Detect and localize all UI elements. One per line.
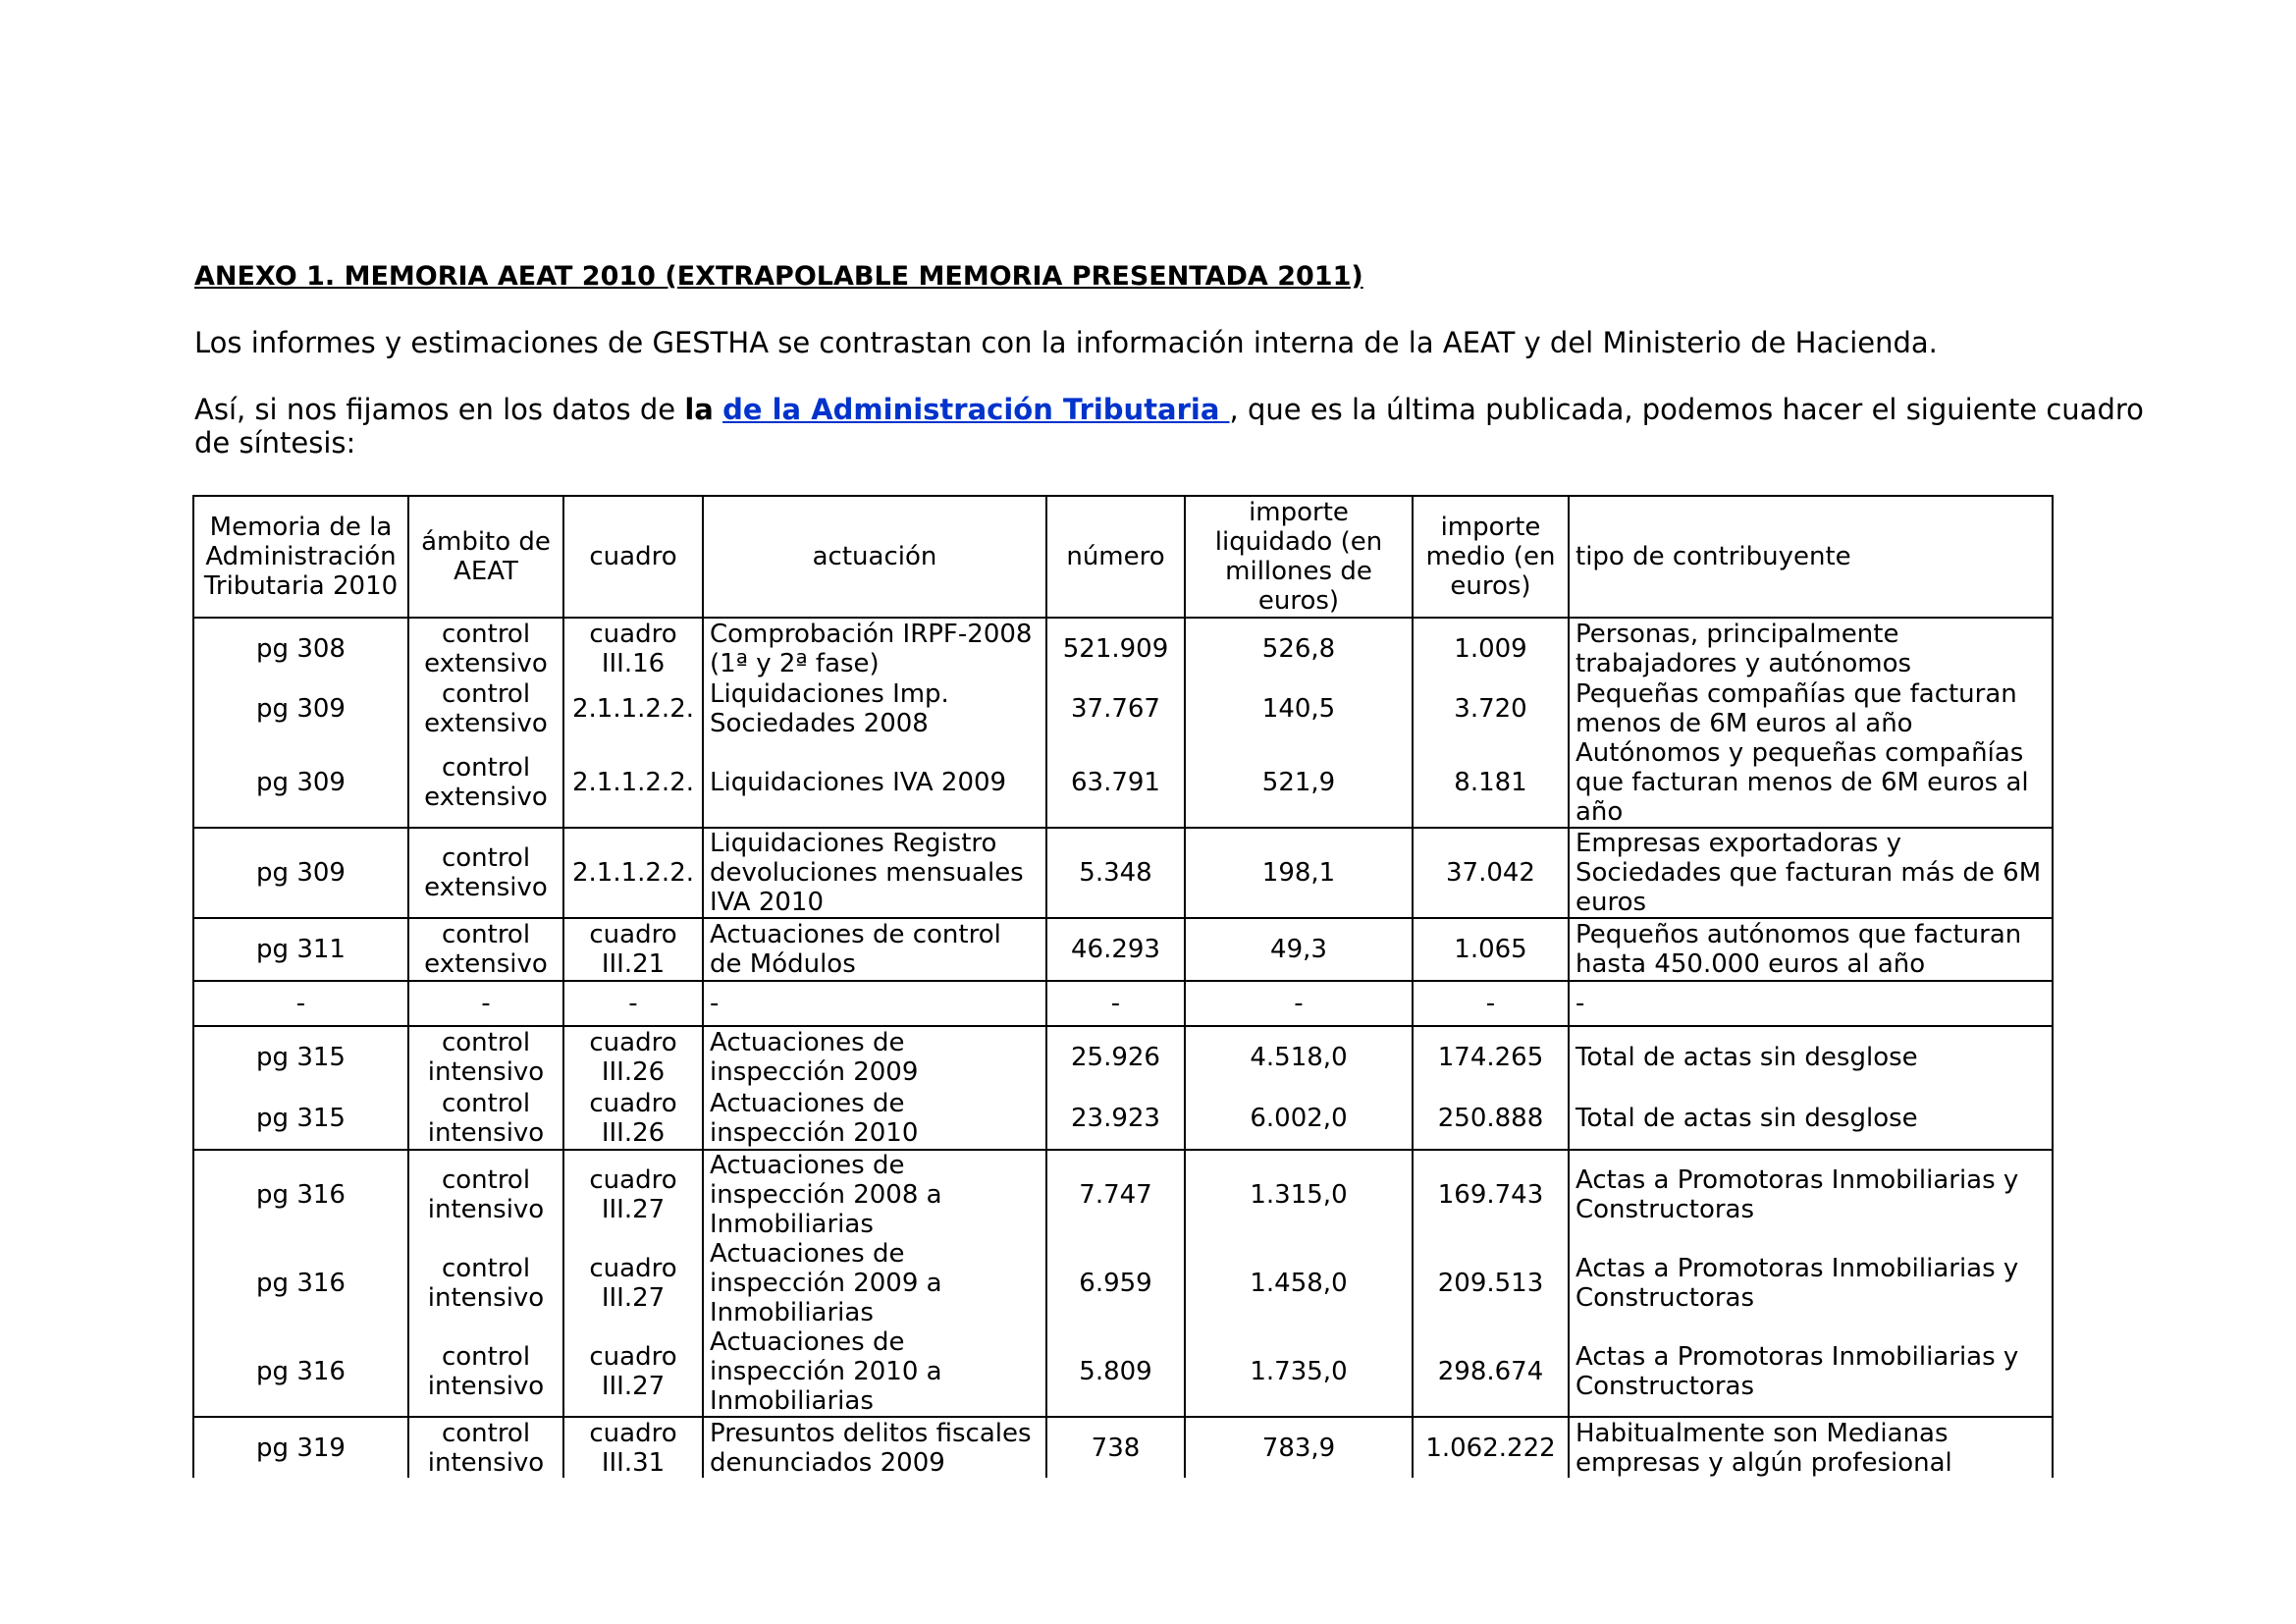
ambito-cell: control intensivo [408,1150,563,1239]
tipo-cell: - [1569,981,2053,1026]
synthesis-text-prefix: Así, si nos fijamos en los datos de [194,393,685,426]
ambito-cell: control extensivo [408,918,563,981]
header-memoria: Memoria de la Administración Tributaria 2010 [193,496,408,618]
table-row [193,1239,2053,1327]
actuacion-cell: Actuaciones de inspección 2009 [703,1026,1046,1088]
numero-cell: 7.747 [1046,1150,1185,1239]
importe-medio-cell: 1.062.222 [1413,1417,1569,1478]
header-tipo: tipo de contribuyente [1569,496,2053,618]
importe-liquidado-cell: 4.518,0 [1185,1026,1413,1088]
synthesis-text-suffix: , que es la última publicada, podemos hacer el siguiente cuadro de síntesis: [194,393,2144,460]
importe-medio-cell: 3.720 [1413,678,1569,738]
ambito-cell: control intensivo [408,1026,563,1088]
header-cuadro: cuadro [563,496,703,618]
synthesis-paragraph [194,393,2158,460]
memoria-link[interactable]: de la Administración Tributaria [722,393,1230,426]
synthesis-table [192,495,2054,1478]
cuadro-cell: cuadro III.27 [563,1150,703,1239]
ambito-cell: control extensivo [408,618,563,678]
document-title: ANEXO 1. MEMORIA AEAT 2010 (EXTRAPOLABLE MEMORIA PRESENTADA 2011) [194,261,1363,292]
ambito-cell: control extensivo [408,738,563,828]
tipo-cell: Pequeñas compañías que facturan menos de 6M euros al año [1569,678,2053,738]
ambito-cell: control intensivo [408,1417,563,1478]
actuacion-cell: Presuntos delitos fiscales denunciados 2009 [703,1417,1046,1478]
header-importe-medio: importe medio (en euros) [1413,496,1569,618]
intro-paragraph: Los informes y estimaciones de GESTHA se contrastan con la información interna de la AEAT y del Ministerio de Hacienda. [194,326,1938,359]
importe-liquidado-cell: 6.002,0 [1185,1088,1413,1150]
importe-medio-cell: 8.181 [1413,738,1569,828]
importe-medio-cell: 209.513 [1413,1239,1569,1327]
actuacion-cell: Comprobación IRPF-2008 (1ª y 2ª fase) [703,618,1046,678]
header-numero: número [1046,496,1185,618]
importe-liquidado-cell: 526,8 [1185,618,1413,678]
actuacion-cell: Actuaciones de inspección 2008 a Inmobiliarias [703,1150,1046,1239]
numero-cell: 63.791 [1046,738,1185,828]
actuacion-cell: Liquidaciones IVA 2009 [703,738,1046,828]
tipo-cell: Total de actas sin desglose [1569,1088,2053,1150]
actuacion-cell: Actuaciones de inspección 2010 a Inmobiliarias [703,1327,1046,1417]
table-row [193,618,2053,678]
cuadro-cell: cuadro III.26 [563,1088,703,1150]
tipo-cell: Actas a Promotoras Inmobiliarias y Constructoras [1569,1239,2053,1327]
cuadro-cell: cuadro III.16 [563,618,703,678]
memoria-cell: pg 309 [193,828,408,918]
importe-medio-cell: - [1413,981,1569,1026]
table-row [193,1327,2053,1417]
cuadro-cell: 2.1.1.2.2. [563,738,703,828]
numero-cell: 5.348 [1046,828,1185,918]
cuadro-cell: 2.1.1.2.2. [563,678,703,738]
actuacion-cell: Actuaciones de inspección 2009 a Inmobiliarias [703,1239,1046,1327]
tipo-cell: Empresas exportadoras y Sociedades que facturan más de 6M euros [1569,828,2053,918]
header-actuacion: actuación [703,496,1046,618]
table-row [193,1417,2053,1478]
importe-medio-cell: 298.674 [1413,1327,1569,1417]
cuadro-cell: cuadro III.26 [563,1026,703,1088]
numero-cell: 46.293 [1046,918,1185,981]
table-row [193,1026,2053,1088]
numero-cell: 5.809 [1046,1327,1185,1417]
table-row [193,678,2053,738]
importe-liquidado-cell: - [1185,981,1413,1026]
numero-cell: 25.926 [1046,1026,1185,1088]
tipo-cell: Pequeños autónomos que facturan hasta 450.000 euros al año [1569,918,2053,981]
table-row [193,1088,2053,1150]
importe-medio-cell: 1.009 [1413,618,1569,678]
memoria-cell: pg 315 [193,1088,408,1150]
ambito-cell: control intensivo [408,1327,563,1417]
importe-liquidado-cell: 1.735,0 [1185,1327,1413,1417]
ambito-cell: control extensivo [408,678,563,738]
importe-medio-cell: 169.743 [1413,1150,1569,1239]
numero-cell: - [1046,981,1185,1026]
numero-cell: 738 [1046,1417,1185,1478]
memoria-cell: pg 316 [193,1327,408,1417]
tipo-cell: Actas a Promotoras Inmobiliarias y Constructoras [1569,1327,2053,1417]
table-row [193,738,2053,828]
actuacion-cell: Actuaciones de control de Módulos [703,918,1046,981]
memoria-cell: pg 319 [193,1417,408,1478]
memoria-cell: - [193,981,408,1026]
synthesis-bold-word: la [684,393,714,426]
cuadro-cell: - [563,981,703,1026]
memoria-cell: pg 309 [193,738,408,828]
actuacion-cell: Liquidaciones Imp. Sociedades 2008 [703,678,1046,738]
ambito-cell: control extensivo [408,828,563,918]
tipo-cell: Actas a Promotoras Inmobiliarias y Constructoras [1569,1150,2053,1239]
ambito-cell: - [408,981,563,1026]
importe-liquidado-cell: 1.458,0 [1185,1239,1413,1327]
ambito-cell: control intensivo [408,1088,563,1150]
importe-medio-cell: 174.265 [1413,1026,1569,1088]
table-header-row [193,496,2053,618]
cuadro-cell: 2.1.1.2.2. [563,828,703,918]
numero-cell: 37.767 [1046,678,1185,738]
numero-cell: 6.959 [1046,1239,1185,1327]
memoria-cell: pg 308 [193,618,408,678]
numero-cell: 521.909 [1046,618,1185,678]
table-row [193,981,2053,1026]
importe-liquidado-cell: 140,5 [1185,678,1413,738]
table-row [193,918,2053,981]
actuacion-cell: Liquidaciones Registro devoluciones mensuales IVA 2010 [703,828,1046,918]
importe-liquidado-cell: 1.315,0 [1185,1150,1413,1239]
numero-cell: 23.923 [1046,1088,1185,1150]
importe-medio-cell: 1.065 [1413,918,1569,981]
table-row [193,1150,2053,1239]
header-ambito: ámbito de AEAT [408,496,563,618]
actuacion-cell: - [703,981,1046,1026]
cuadro-cell: cuadro III.27 [563,1239,703,1327]
memoria-cell: pg 309 [193,678,408,738]
importe-liquidado-cell: 198,1 [1185,828,1413,918]
table-row [193,828,2053,918]
importe-liquidado-cell: 783,9 [1185,1417,1413,1478]
importe-medio-cell: 250.888 [1413,1088,1569,1150]
tipo-cell: Personas, principalmente trabajadores y autónomos [1569,618,2053,678]
tipo-cell: Autónomos y pequeñas compañías que facturan menos de 6M euros al año [1569,738,2053,828]
importe-liquidado-cell: 49,3 [1185,918,1413,981]
tipo-cell: Habitualmente son Medianas empresas y algún profesional [1569,1417,2053,1478]
importe-medio-cell: 37.042 [1413,828,1569,918]
cuadro-cell: cuadro III.27 [563,1327,703,1417]
memoria-cell: pg 315 [193,1026,408,1088]
tipo-cell: Total de actas sin desglose [1569,1026,2053,1088]
importe-liquidado-cell: 521,9 [1185,738,1413,828]
actuacion-cell: Actuaciones de inspección 2010 [703,1088,1046,1150]
cuadro-cell: cuadro III.21 [563,918,703,981]
cuadro-cell: cuadro III.31 [563,1417,703,1478]
header-importe-liquidado: importe liquidado (en millones de euros) [1185,496,1413,618]
memoria-cell: pg 316 [193,1150,408,1239]
memoria-cell: pg 311 [193,918,408,981]
ambito-cell: control intensivo [408,1239,563,1327]
memoria-cell: pg 316 [193,1239,408,1327]
